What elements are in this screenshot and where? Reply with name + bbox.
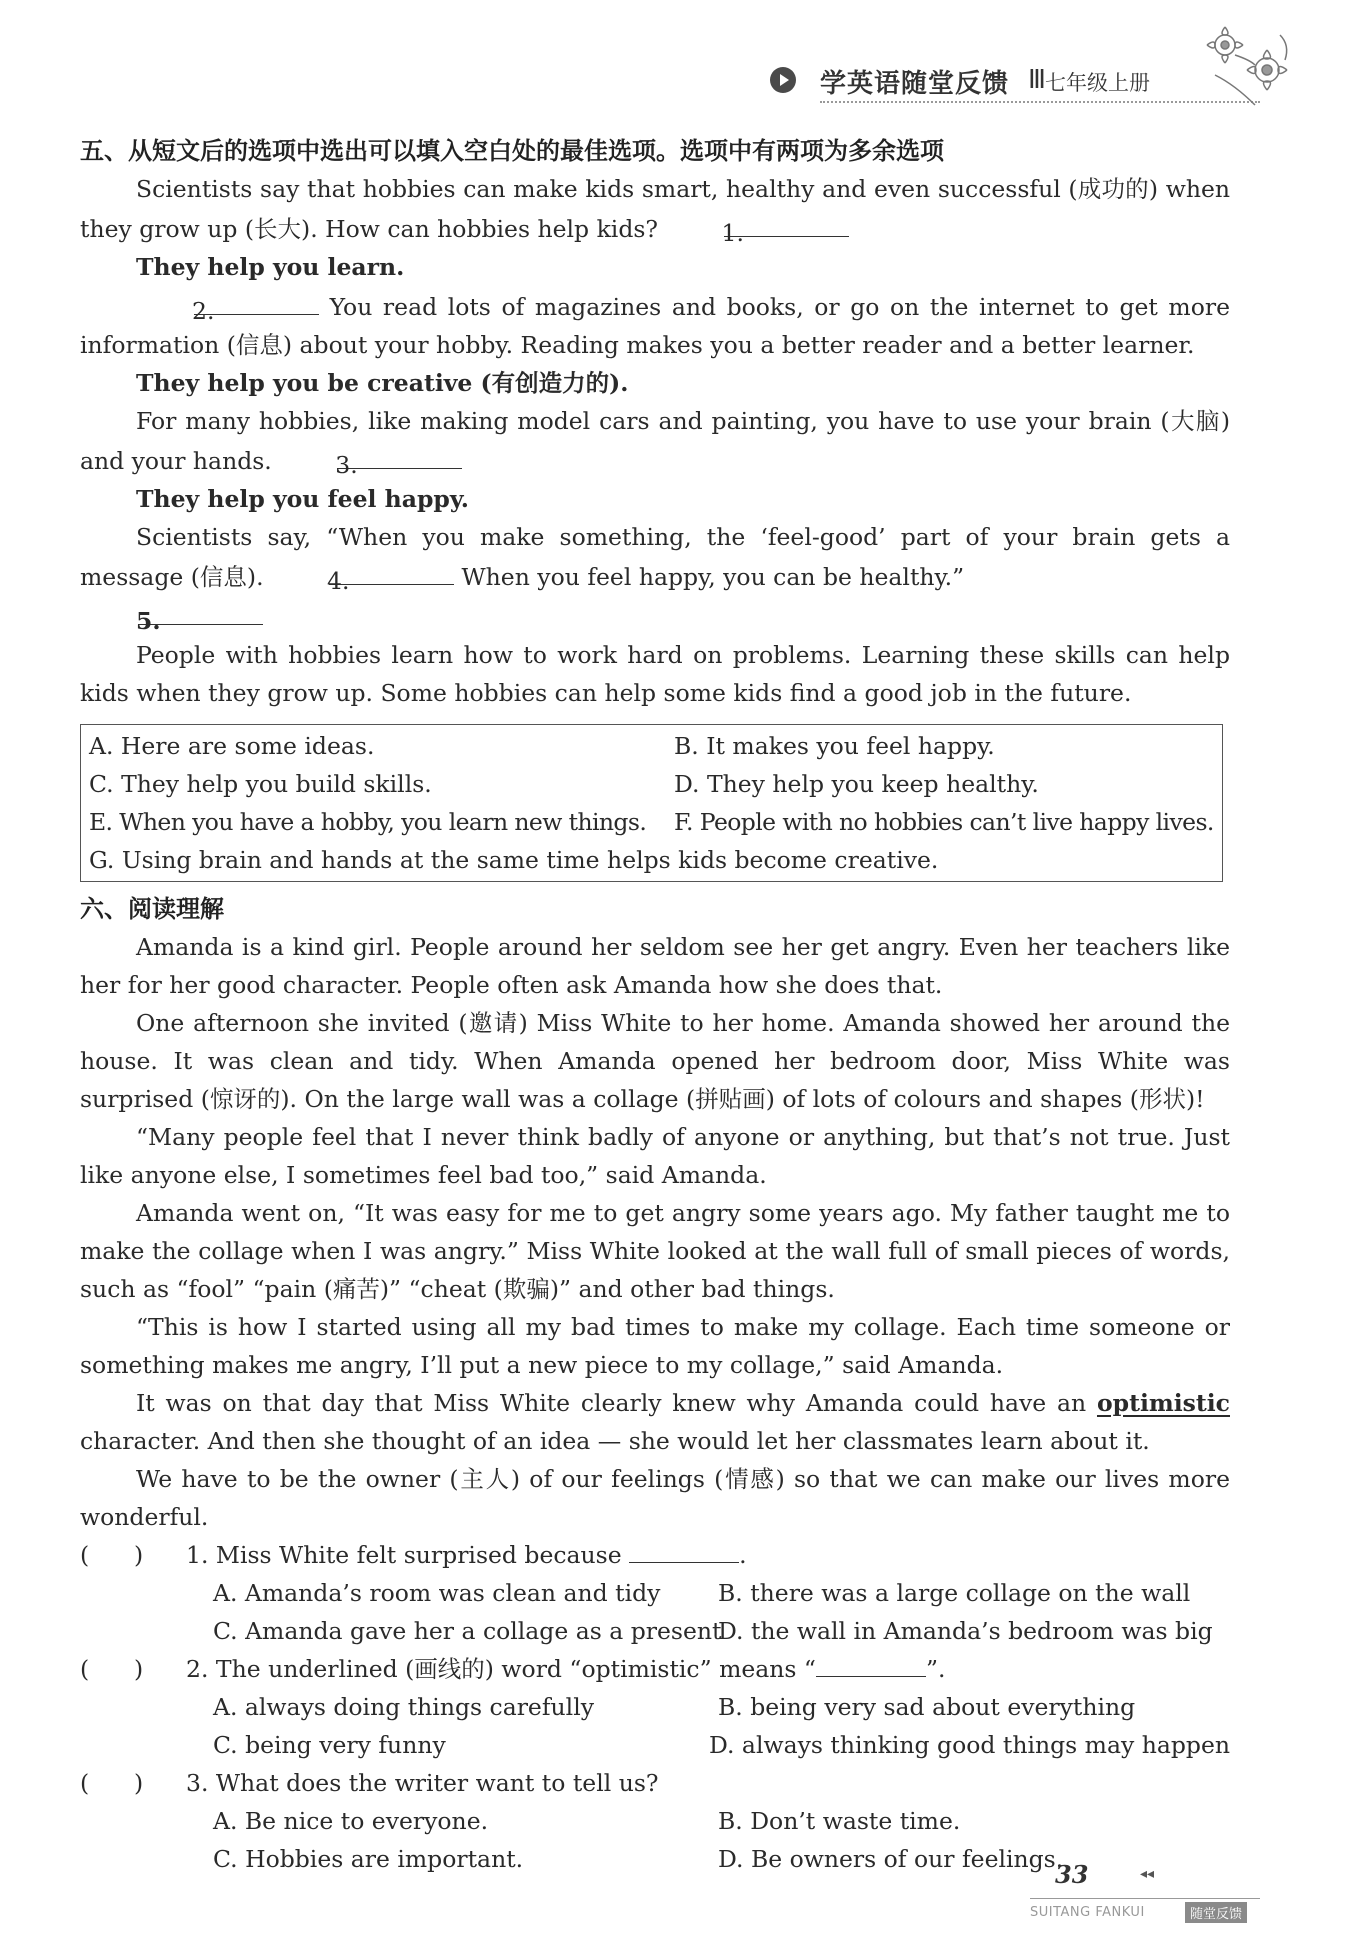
footer-rule xyxy=(1030,1898,1260,1899)
option-g: G. Using brain and hands at the same time helps kids become creative. xyxy=(89,846,939,874)
options-row-1 xyxy=(89,727,1214,765)
option-b: B. It makes you feel happy. xyxy=(674,732,995,760)
question-3-choice-b: B. Don’t waste time. xyxy=(718,1807,961,1835)
question-3-choices-ab xyxy=(80,1802,1230,1840)
section-5-paragraph-1: Scientists say that hobbies can make kids smart, healthy and even successful (成功的) when they grow up (长大). How can hobbies help kids? 1. xyxy=(80,175,1230,247)
page-number: 33 xyxy=(1055,1860,1089,1889)
question-3-choice-a: A. Be nice to everyone. xyxy=(213,1807,489,1835)
options-box xyxy=(80,724,1223,882)
section-6-paragraph-5: “This is how I started using all my bad times to make my collage. Each time someone or something makes me angry, I’ll put a new piece to my collage,” said Amanda. xyxy=(80,1313,1230,1379)
question-1-text: 1. Miss White felt surprised because . xyxy=(186,1536,747,1574)
options-row-3 xyxy=(89,803,1214,841)
question-2-choices-ab xyxy=(80,1688,1230,1726)
page-content xyxy=(80,132,1230,1878)
play-icon xyxy=(770,67,796,93)
question-3-choice-c: C. Hobbies are important. xyxy=(213,1845,524,1873)
question-2 xyxy=(80,1650,1230,1688)
question-2-choice-a: A. always doing things carefully xyxy=(213,1693,594,1721)
section-6-paragraph-6: It was on that day that Miss White clearly knew why Amanda could have an optimistic character. And then she thought of an idea — she would let her classmates learn about it. xyxy=(80,1389,1230,1455)
question-1-choice-c: C. Amanda gave her a collage as a present xyxy=(213,1617,722,1645)
question-1-choices-ab xyxy=(80,1574,1230,1612)
options-row-4 xyxy=(89,841,1214,879)
section-6-paragraph-4: Amanda went on, “It was easy for me to get angry some years ago. My father taught me to make the collage when I was angry.” Miss White looked at the wall full of small pieces of words, such as “fool” “pain (痛苦)” “cheat (欺骗)” and other bad things. xyxy=(80,1199,1230,1303)
question-1-choice-d: D. the wall in Amanda’s bedroom was big xyxy=(718,1617,1213,1645)
question-2-choice-b: B. being very sad about everything xyxy=(718,1693,1136,1721)
section-6-title: 六、阅读理解 xyxy=(80,895,224,923)
header-separator: Ⅲ xyxy=(1028,65,1046,95)
section-6-paragraph-7: We have to be the owner (主人) of our feelings (情感) so that we can make our lives more wonderful. xyxy=(80,1465,1230,1531)
section-6-paragraph-2: One afternoon she invited (邀请) Miss White to her home. Amanda showed her around the house. It was clean and tidy. When Amanda opened her bedroom door, Miss White was surprised (惊讶的). On the large wall was a collage (拼贴画) of lots of colours and shapes (形状)! xyxy=(80,1009,1230,1113)
header-dotted-rule xyxy=(820,101,1260,103)
header-grade: 七年级上册 xyxy=(1045,71,1150,95)
options-row-2 xyxy=(89,765,1214,803)
question-2-choice-c: C. being very funny xyxy=(213,1731,446,1759)
question-3-choice-d: D. Be owners of our feelings. xyxy=(718,1845,1064,1873)
subheading-happy: They help you feel happy. xyxy=(136,485,469,513)
header-title: 学英语随堂反馈 xyxy=(820,69,1010,99)
question-3-text: 3. What does the writer want to tell us? xyxy=(186,1769,659,1797)
page-arrows-icon: ◂◂ xyxy=(1140,1866,1155,1882)
subheading-learn: They help you learn. xyxy=(136,253,405,281)
question-1 xyxy=(80,1536,1230,1574)
section-5-paragraph-5: People with hobbies learn how to work hard on problems. Learning these skills can help kids when they grow up. Some hobbies can help some kids find a good job in the future. xyxy=(80,641,1230,707)
question-1-blank xyxy=(629,1536,739,1563)
footer-pinyin: SUITANG FANKUI xyxy=(1030,1905,1145,1920)
answer-blank-3[interactable]: 3. xyxy=(279,440,462,480)
question-1-answer-paren[interactable]: ( ) xyxy=(80,1541,144,1569)
question-1-choice-a: A. Amanda’s room was clean and tidy xyxy=(213,1579,661,1607)
option-a: A. Here are some ideas. xyxy=(89,732,375,760)
section-5-paragraph-2: 2. You read lots of magazines and books, or go on the internet to get more information (信息) about your hobby. Reading makes you a better reader and a better learner. xyxy=(80,286,1230,364)
question-2-text: 2. The underlined (画线的) word “optimistic” means “ ”. xyxy=(186,1650,945,1688)
question-1-choice-b: B. there was a large collage on the wall xyxy=(718,1579,1191,1607)
option-d: D. They help you keep healthy. xyxy=(674,770,1039,798)
answer-blank-1[interactable]: 1. xyxy=(666,208,849,248)
section-5-title: 五、从短文后的选项中选出可以填入空白处的最佳选项。选项中有两项为多余选项 xyxy=(80,137,944,165)
section-6-paragraph-1: Amanda is a kind girl. People around her seldom see her get angry. Even her teachers like her for her good character. People often ask Amanda how she does that. xyxy=(80,933,1230,999)
section-5-paragraph-4: Scientists say, “When you make something, the ‘feel-good’ part of your brain gets a message (信息). 4. When you feel happy, you can be healthy.” xyxy=(80,523,1230,595)
section-6-paragraph-3: “Many people feel that I never think badly of anyone or anything, but that’s not true. Just like anyone else, I sometimes feel bad too,” said Amanda. xyxy=(80,1123,1230,1189)
option-f: F. People with no hobbies can’t live happy lives. xyxy=(674,808,1214,836)
question-2-blank xyxy=(816,1650,926,1677)
subheading-creative: They help you be creative (有创造力的). xyxy=(136,369,629,397)
question-1-choices-cd xyxy=(80,1612,1230,1650)
question-2-answer-paren[interactable]: ( ) xyxy=(80,1655,144,1683)
question-3-answer-paren[interactable]: ( ) xyxy=(80,1769,144,1797)
answer-blank-4[interactable]: 4. xyxy=(271,556,454,596)
answer-blank-5[interactable]: 5. xyxy=(136,596,263,636)
answer-blank-5-row xyxy=(80,596,1230,636)
footer-badge: 随堂反馈 xyxy=(1185,1902,1247,1923)
option-e: E. When you have a hobby, you learn new things. xyxy=(89,808,647,836)
section-5-paragraph-3: For many hobbies, like making model cars and painting, you have to use your brain (大脑) and your hands. 3. xyxy=(80,407,1230,479)
answer-blank-2[interactable]: 2. xyxy=(136,286,319,326)
option-c: C. They help you build skills. xyxy=(89,770,432,798)
question-3 xyxy=(80,1764,1230,1802)
underlined-word: optimistic xyxy=(1096,1389,1230,1417)
question-2-choice-d: D. always thinking good things may happen xyxy=(708,1731,1230,1759)
flower-decoration-icon xyxy=(1195,15,1305,120)
question-2-choices-cd xyxy=(80,1726,1230,1764)
